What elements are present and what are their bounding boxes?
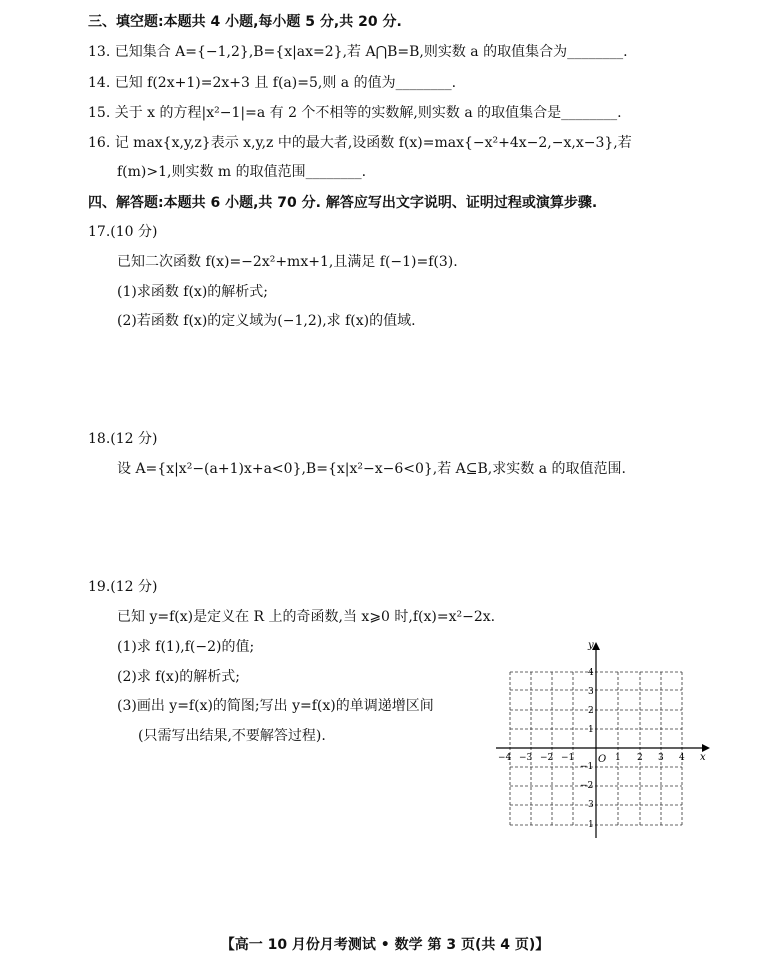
page-footer: 【高一 10 月份月考测试 • 数学 第 3 页(共 4 页)】 [220, 937, 550, 953]
x-tick-label: −4 [498, 753, 512, 763]
coordinate-grid [488, 640, 718, 840]
question-19-stem: 已知 y=f(x)是定义在 R 上的奇函数,当 x⩾0 时,f(x)=x²−2x. [117, 609, 496, 625]
x-tick-label: 2 [637, 753, 643, 763]
x-tick-label: 1 [615, 753, 621, 763]
question-17-part-1: (1)求函数 f(x)的解析式; [117, 284, 268, 300]
question-16-line-2: f(m)>1,则实数 m 的取值范围________. [117, 164, 367, 180]
y-tick-label: −1 [580, 762, 594, 772]
question-19-number: 19.(12 分) [88, 579, 158, 595]
y-tick-label: 1 [588, 820, 594, 830]
question-14: 14. 已知 f(2x+1)=2x+3 且 f(a)=5,则 a 的值为________. [88, 75, 457, 91]
x-tick-label: −1 [561, 753, 575, 763]
x-tick-label: −2 [540, 753, 554, 763]
y-axis-label: y [588, 640, 594, 651]
y-tick-label: 3 [588, 800, 594, 810]
question-19-part-3-line-2: (只需写出结果,不要解答过程). [138, 728, 326, 744]
x-axis-arrow-icon [702, 744, 710, 752]
axes [496, 644, 708, 838]
question-18-number: 18.(12 分) [88, 431, 158, 447]
question-17-part-2: (2)若函数 f(x)的定义域为(−1,2),求 f(x)的值域. [117, 313, 416, 329]
question-19-part-1: (1)求 f(1),f(−2)的值; [117, 639, 255, 655]
question-17-number: 17.(10 分) [88, 224, 158, 240]
y-tick-label: 2 [588, 706, 594, 716]
question-13: 13. 已知集合 A={−1,2},B={x|ax=2},若 A⋂B=B,则实数 a 的取值集合为________. [88, 44, 628, 60]
question-19-part-2: (2)求 f(x)的解析式; [117, 669, 240, 685]
y-tick-label: 1 [588, 725, 594, 735]
question-17-stem: 已知二次函数 f(x)=−2x²+mx+1,且满足 f(−1)=f(3). [117, 254, 458, 270]
origin-label: O [598, 754, 607, 765]
y-tick-label: 3 [588, 687, 594, 697]
x-tick-label: −3 [519, 753, 533, 763]
question-18-stem: 设 A={x|x²−(a+1)x+a<0},B={x|x²−x−6<0},若 A⊆B,求实数 a 的取值范围. [117, 461, 626, 477]
x-tick-label: 4 [679, 753, 685, 763]
question-15: 15. 关于 x 的方程|x²−1|=a 有 2 个不相等的实数解,则实数 a 的取值集合是________. [88, 105, 622, 121]
section-3-heading: 三、填空题:本题共 4 小题,每小题 5 分,共 20 分. [88, 14, 402, 30]
question-16-line-1: 16. 记 max{x,y,z}表示 x,y,z 中的最大者,设函数 f(x)=max{−x²+4x−2,−x,x−3},若 [88, 135, 632, 151]
y-tick-label: 4 [588, 668, 594, 678]
section-4-heading: 四、解答题:本题共 6 小题,共 70 分. 解答应写出文字说明、证明过程或演算步骤. [88, 195, 598, 211]
question-19-part-3-line-1: (3)画出 y=f(x)的简图;写出 y=f(x)的单调递增区间 [117, 698, 434, 714]
y-tick-label: −2 [580, 781, 594, 791]
x-axis-label: x [700, 752, 706, 763]
x-tick-label: 3 [658, 753, 664, 763]
